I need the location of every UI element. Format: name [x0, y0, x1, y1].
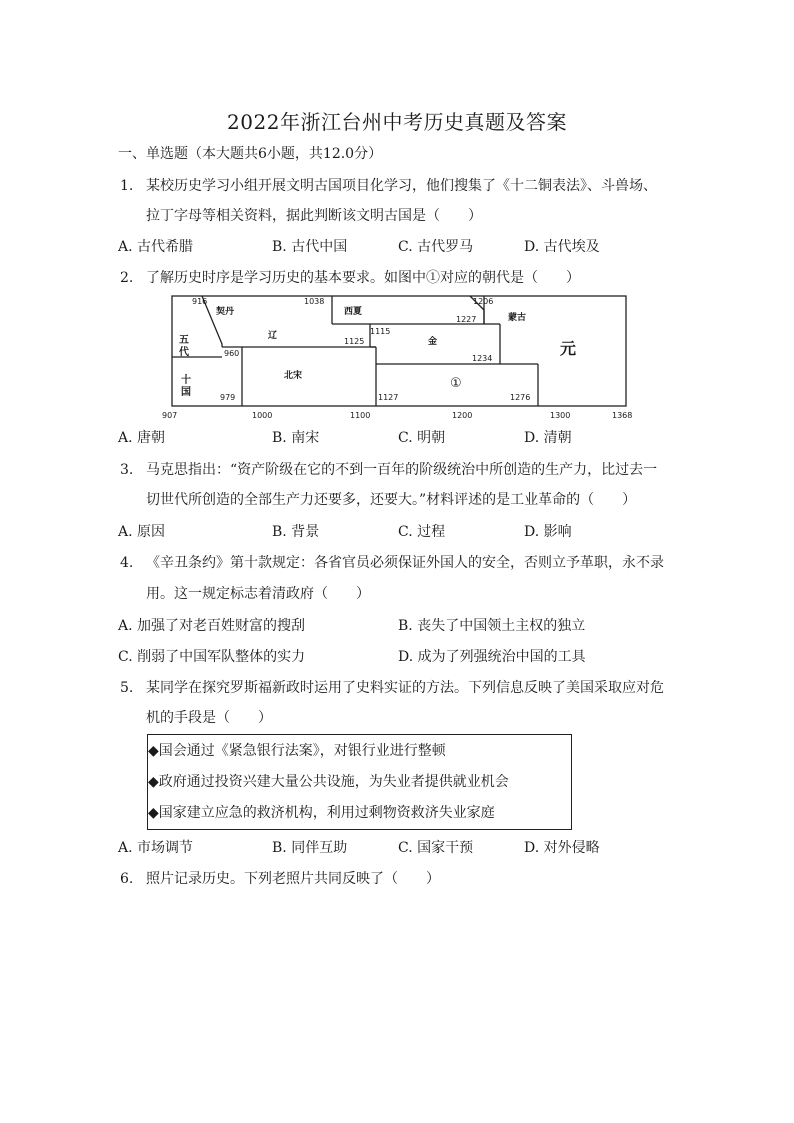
option-b[interactable]: B. 古代中国	[272, 239, 348, 255]
question-number: 6.	[120, 871, 134, 887]
region-label: 十国	[178, 374, 190, 398]
option-a[interactable]: A. 加强了对老百姓财富的搜刮	[118, 618, 306, 634]
question-stem-line: 某校历史学习小组开展文明古国项目化学习，他们搜集了《十二铜表法》、斗兽场、	[146, 178, 657, 194]
question-2	[120, 268, 580, 288]
year-label: 1234	[472, 354, 493, 363]
marker-label: ①	[450, 376, 462, 391]
year-label: 1227	[456, 315, 477, 324]
option-c[interactable]: C. 过程	[398, 524, 446, 540]
question-6	[120, 869, 440, 889]
option-b[interactable]: B. 南宋	[272, 430, 320, 446]
region-label: 金	[428, 337, 438, 347]
option-a[interactable]: A. 古代希腊	[118, 239, 194, 255]
question-stem-line: 《辛丑条约》第十款规定：各省官员必须保证外国人的安全，否则立予革职，永不录	[146, 555, 664, 571]
year-label: 1276	[510, 393, 531, 402]
option-c[interactable]: C. 明朝	[398, 430, 446, 446]
question-stem-line: 用。这一规定标志着清政府（ ）	[146, 586, 370, 602]
axis-tick-label: 1300	[550, 411, 571, 420]
option-a[interactable]: A. 市场调节	[118, 840, 194, 856]
year-label: 1115	[370, 327, 391, 336]
region-label: 西夏	[344, 307, 363, 317]
year-label: 1125	[344, 337, 365, 346]
year-label: 1206	[473, 297, 494, 306]
year-label: 916	[192, 297, 208, 306]
question-stem-line: 马克思指出：“资产阶级在它的不到一百年的阶级统治中所创造的生产力，比过去一	[146, 462, 658, 478]
option-b[interactable]: B. 同伴互助	[272, 840, 348, 856]
region-label: 契丹	[216, 307, 235, 317]
region-label: 辽	[268, 331, 278, 341]
option-d[interactable]: D. 对外侵略	[524, 840, 600, 856]
year-label: 960	[224, 349, 240, 358]
year-label: 979	[220, 393, 236, 402]
option-d[interactable]: D. 成为了列强统治中国的工具	[398, 649, 586, 665]
option-b[interactable]: B. 背景	[272, 524, 320, 540]
question-5	[120, 678, 664, 698]
section-heading: 一、单选题（本大题共6小题，共12.0分）	[118, 146, 383, 162]
question-number: 1.	[120, 178, 134, 194]
dynasty-timeline-diagram	[160, 292, 640, 424]
question-stem-line: 机的手段是（ ）	[146, 710, 272, 726]
axis-tick-label: 1368	[612, 411, 633, 420]
axis-tick-label: 1100	[350, 411, 371, 420]
question-1	[120, 176, 657, 196]
region-label: 五代	[176, 334, 188, 358]
option-d[interactable]: D. 清朝	[524, 430, 572, 446]
question-stem-line: 照片记录历史。下列老照片共同反映了（ ）	[146, 871, 440, 887]
question-3	[120, 460, 657, 480]
option-c[interactable]: C. 古代罗马	[398, 239, 474, 255]
question-number: 5.	[120, 680, 134, 696]
question-stem-line: 切世代所创造的全部生产力还要多，还要大。”材料评述的是工业革命的（ ）	[146, 492, 637, 508]
axis-tick-label: 907	[162, 411, 178, 420]
year-label: 1127	[378, 393, 399, 402]
option-a[interactable]: A. 原因	[118, 524, 166, 540]
option-c[interactable]: C. 削弱了中国军队整体的实力	[118, 649, 306, 665]
question-number: 3.	[120, 462, 134, 478]
question-stem-line: 拉丁字母等相关资料，据此判断该文明古国是（ ）	[146, 208, 482, 224]
question-number: 4.	[120, 555, 134, 571]
option-d[interactable]: D. 古代埃及	[524, 239, 600, 255]
question-stem-line: 某同学在探究罗斯福新政时运用了史料实证的方法。下列信息反映了美国采取应对危	[146, 680, 664, 696]
year-label: 1038	[304, 297, 325, 306]
region-label: 蒙古	[508, 313, 527, 323]
source-material-line: ◆国会通过《紧急银行法案》，对银行业进行整顿	[148, 743, 446, 759]
option-d[interactable]: D. 影响	[524, 524, 572, 540]
axis-tick-label: 1000	[252, 411, 273, 420]
question-number: 2.	[120, 270, 134, 286]
option-a[interactable]: A. 唐朝	[118, 430, 166, 446]
source-material-line: ◆政府通过投资兴建大量公共设施，为失业者提供就业机会	[148, 774, 509, 790]
option-c[interactable]: C. 国家干预	[398, 840, 474, 856]
page-title: 2022年浙江台州中考历史真题及答案	[227, 110, 567, 134]
question-4	[120, 553, 664, 573]
question-stem-line: 了解历史时序是学习历史的基本要求。如图中①对应的朝代是（ ）	[146, 270, 580, 286]
source-material-box	[147, 734, 572, 830]
region-label: 北宋	[284, 371, 303, 381]
axis-tick-label: 1200	[452, 411, 473, 420]
region-label: 元	[560, 339, 577, 358]
source-material-line: ◆国家建立应急的救济机构，利用过剩物资救济失业家庭	[148, 805, 495, 821]
option-b[interactable]: B. 丧失了中国领土主权的独立	[398, 618, 586, 634]
